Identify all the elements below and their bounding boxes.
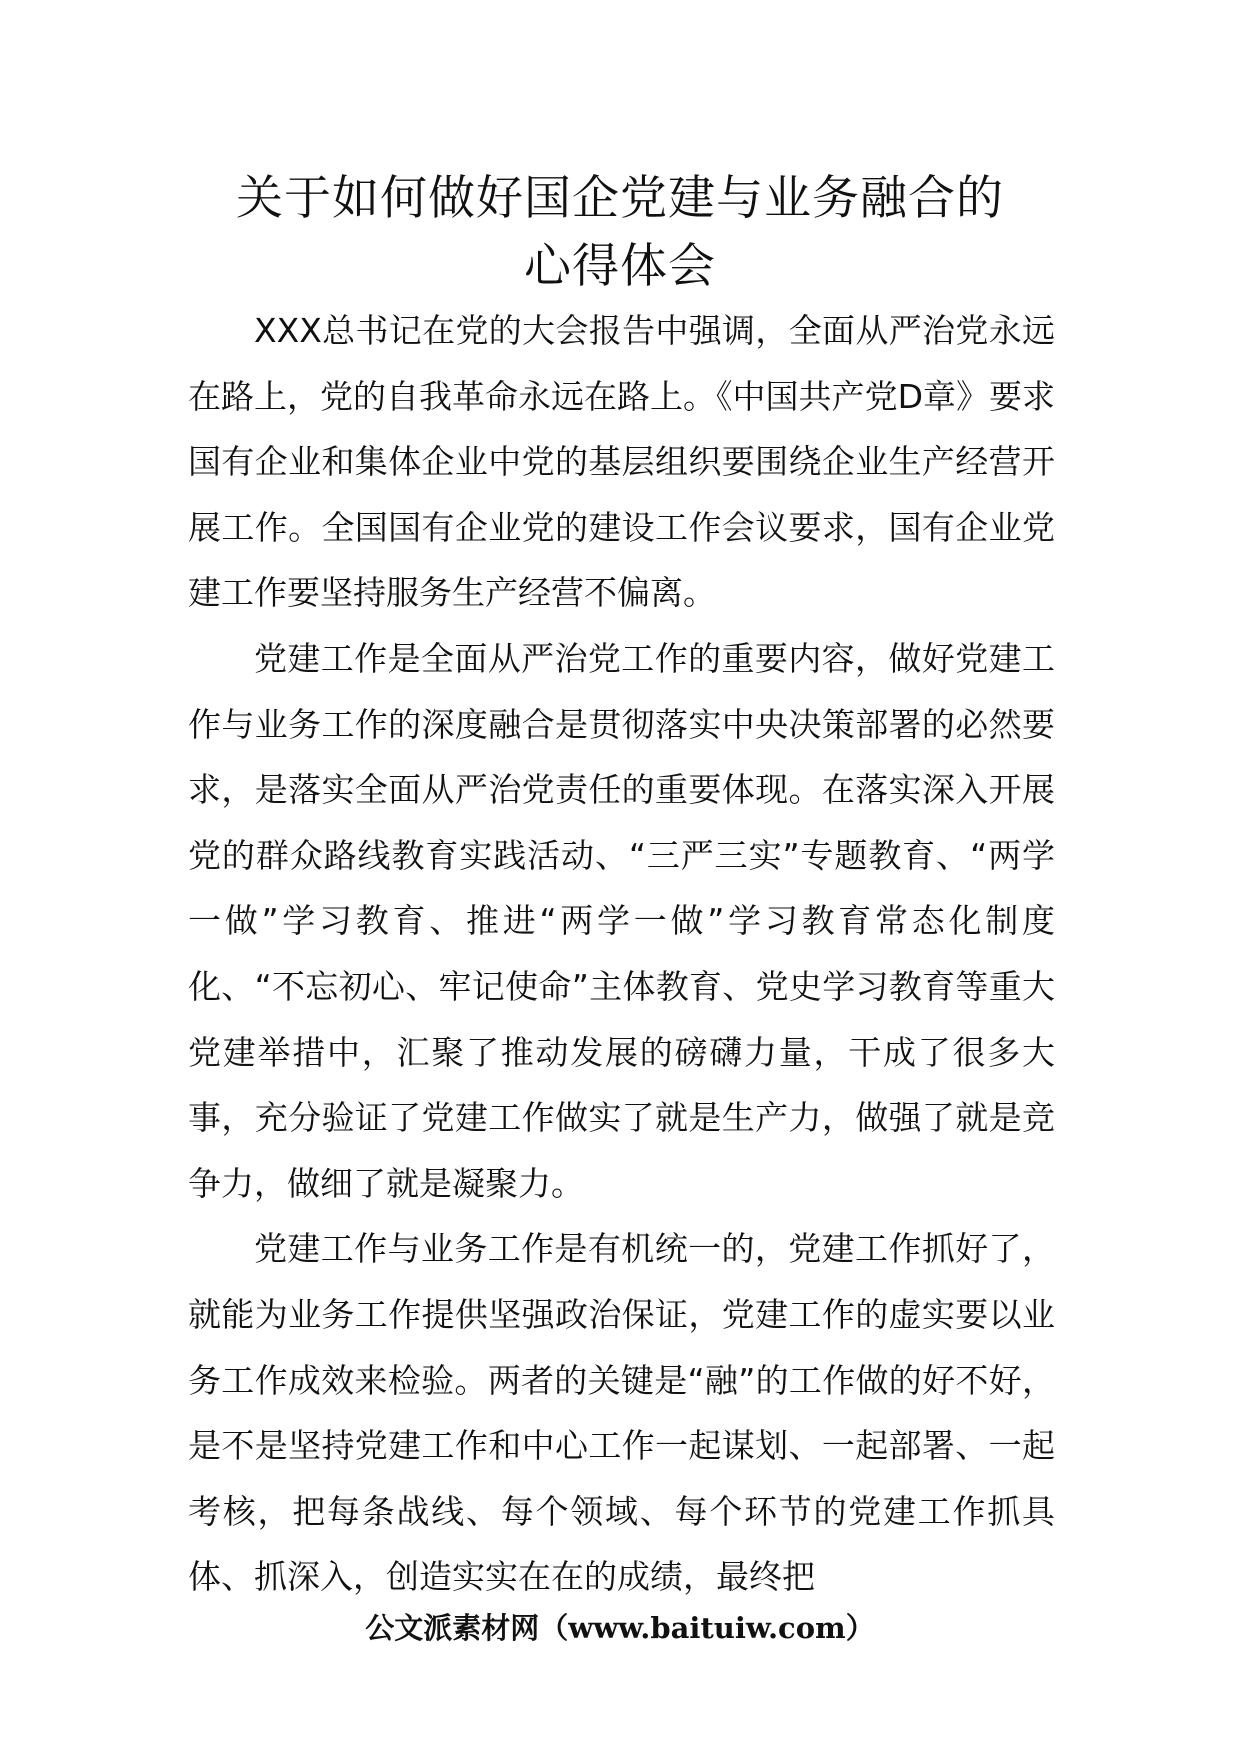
document-body	[188, 298, 1055, 1610]
document-title	[190, 165, 1050, 301]
title-line-2: 心得体会	[524, 239, 716, 294]
footer-watermark: 公文派素材网（www.baituiw.com）	[365, 1611, 875, 1645]
title-line-1: 关于如何做好国企党建与业务融合的	[236, 171, 1004, 226]
paragraph-2: 党建工作是全面从严治党工作的重要内容，做好党建工作与业务工作的深度融合是贯彻落实中央决策部署的必然要求，是落实全面从严治党责任的重要体现。在落实深入开展党的群众路线教育实践活动、“三严三实”专题教育、“两学一做”学习教育、推进“两学一做”学习教育常态化制度化、“不忘初心、牢记使命”主体教育、党史学习教育等重大党建举措中，汇聚了推动发展的磅礴力量，干成了很多大事，充分验证了党建工作做实了就是生产力，做强了就是竞争力，做细了就是凝聚力。	[188, 638, 1055, 1203]
paragraph-1: XXX总书记在党的大会报告中强调，全面从严治党永远在路上，党的自我革命永远在路上。《中国共产党D章》要求国有企业和集体企业中党的基层组织要围绕企业生产经营开展工作。全国国有企业党的建设工作会议要求，国有企业党建工作要坚持服务生产经营不偏离。	[188, 311, 1055, 613]
paragraph-3: 党建工作与业务工作是有机统一的，党建工作抓好了，就能为业务工作提供坚强政治保证，党建工作的虚实要以业务工作成效来检验。两者的关键是“融”的工作做的好不好，是不是坚持党建工作和中心工作一起谋划、一起部署、一起考核，把每条战线、每个领域、每个环节的党建工作抓具体、抓深入，创造实实在在的成绩，最终把	[188, 1229, 1055, 1597]
